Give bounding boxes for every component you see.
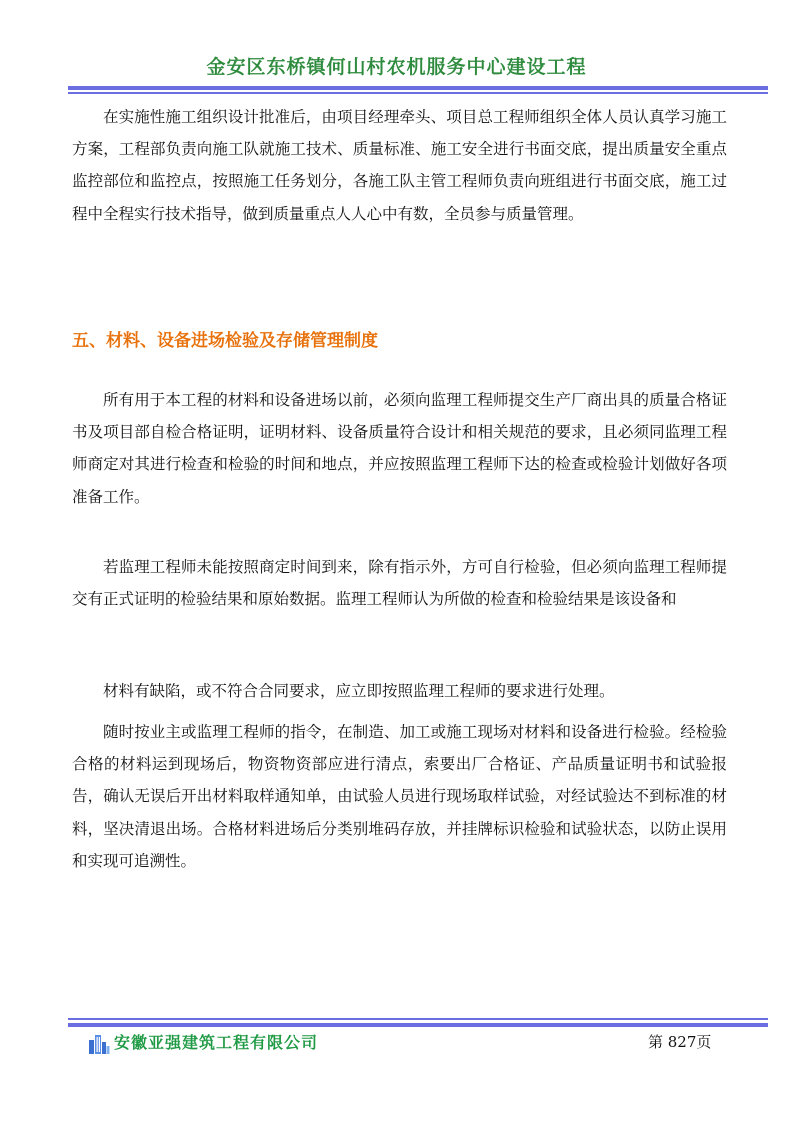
paragraph-1: 在实施性施工组织设计批准后，由项目经理牵头、项目总工程师组织全体人员认真学习施工方案，工程部负责向施工队就施工技术、质量标准、施工安全进行书面交底，提出质量安全重点监控部位和监控点，按照施工任务划分，各施工队主管工程师负责向班组进行书面交底，施工过程中全程实行技术指导，做到质量重点人人心中有数，全员参与质量管理。 (72, 108, 727, 223)
building-logo-icon (88, 1032, 110, 1054)
header-rule-thin (68, 92, 768, 94)
paragraph-4: 材料有缺陷，或不符合合同要求，应立即按照监理工程师的要求进行处理。 (103, 682, 615, 700)
page-number: 第 827页 (648, 1033, 712, 1051)
footer-rule-thin (68, 1018, 768, 1020)
section-heading: 五、材料、设备进场检验及存储管理制度 (72, 331, 378, 351)
footer-bar (0, 1022, 793, 1072)
header-rule-thick (68, 86, 768, 90)
paragraph-3: 若监理工程师未能按照商定时间到来，除有指示外，方可自行检验，但必须向监理工程师提交有正式证明的检验结果和原始数据。监理工程师认为所做的检查和检验结果是该设备和 (72, 558, 727, 609)
header-title: 金安区东桥镇何山村农机服务中心建设工程 (206, 56, 587, 78)
company-name: 安徽亚强建筑工程有限公司 (114, 1033, 319, 1052)
paragraph-2: 所有用于本工程的材料和设备进场以前，必须向监理工程师提交生产厂商出具的质量合格证书及项目部自检合格证明，证明材料、设备质量符合设计和相关规范的要求，且必须同监理工程师商定对其进行检查和检验的时间和地点，并应按照监理工程师下达的检查或检验计划做好各项准备工作。 (72, 391, 727, 506)
paragraph-5: 随时按业主或监理工程师的指令，在制造、加工或施工现场对材料和设备进行检验。经检验合格的材料运到现场后，物资物资部应进行清点，索要出厂合格证、产品质量证明书和试验报告，确认无误后开出材料取样通知单，由试验人员进行现场取样试验，对经试验达不到标准的材料，坚决清退出场。合格材料进场后分类别堆码存放，并挂牌标识检验和试验状态，以防止误用和实现可追溯性。 (72, 723, 727, 870)
